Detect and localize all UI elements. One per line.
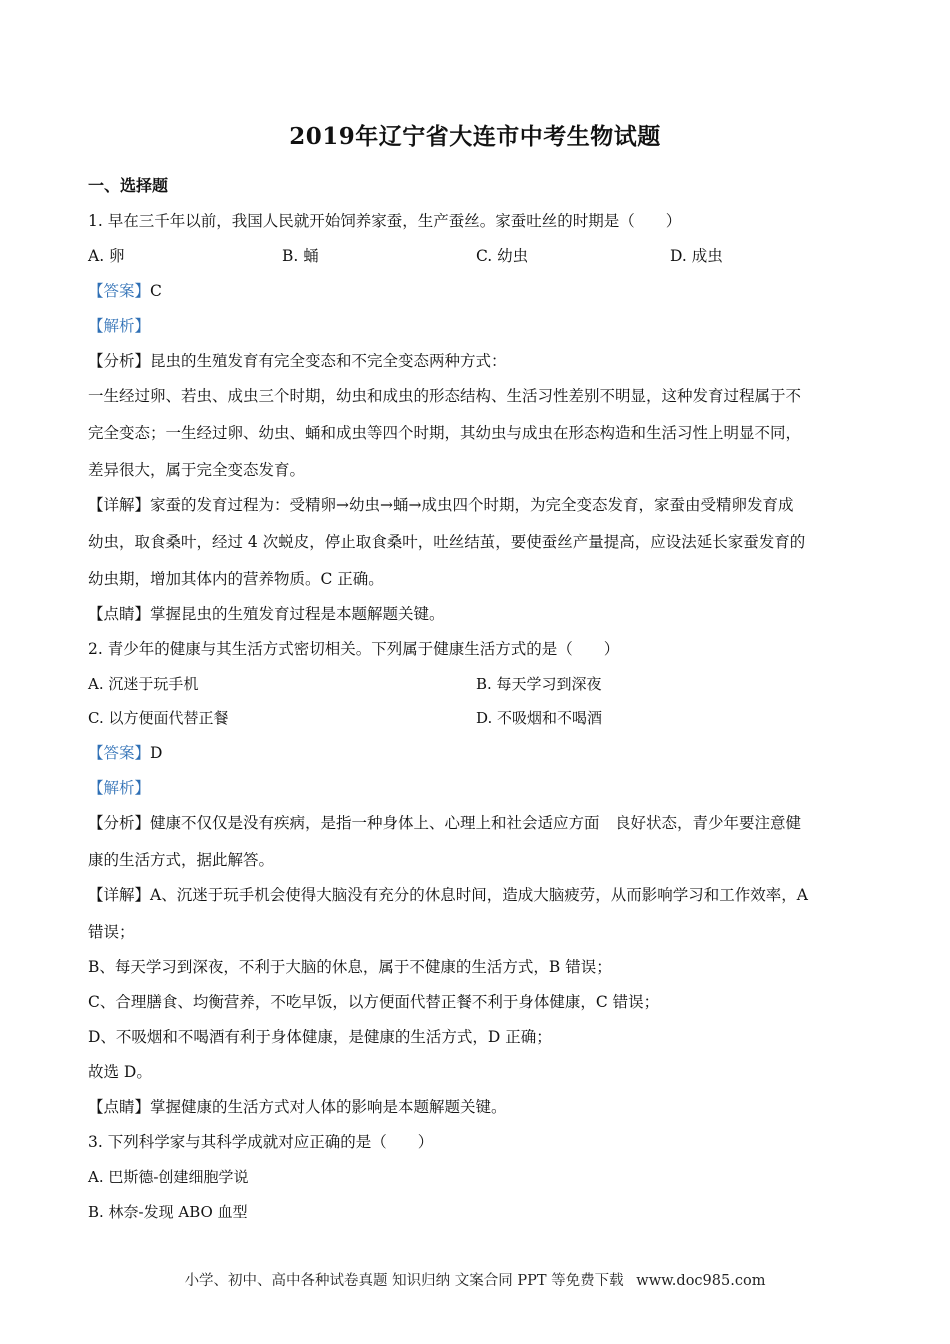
section-heading: 一、选择题 [88,176,169,195]
q1-answer [88,280,162,302]
q2-answer [88,742,162,764]
fenxi-text: 健康不仅仅是没有疾病，是指一种身体上、心理上和社会适应方面 良好状态，青少年要注意健 [150,814,802,832]
q1-xiangjie [88,494,793,516]
xiangjie-text: A、沉迷于玩手机会使得大脑没有充分的休息时间，造成大脑疲劳，从而影响学习和工作效率，A [150,886,808,904]
dianjing-text: 掌握健康的生活方式对人体的影响是本题解题关键。 [150,1098,507,1116]
q2-option-c: C. 以方便面代替正餐 [88,709,229,727]
q2-xiangjie-6: 故选 D。 [88,1063,152,1081]
q2-fenxi-2: 康的生活方式，据此解答。 [88,851,275,869]
q1-para-2: 完全变态；一生经过卵、幼虫、蛹和成虫等四个时期，其幼虫与成虫在形态构造和生活习性上明显不同， [88,424,802,442]
q2-option-a: A. 沉迷于玩手机 [88,675,199,693]
page-footer [0,1269,950,1290]
q3-option-b: B. 林奈-发现 ABO 血型 [88,1203,248,1221]
q1-fenxi [88,350,507,372]
q2-dianjing [88,1096,507,1118]
q1-xiangjie-2: 幼虫，取食桑叶，经过 4 次蜕皮，停止取食桑叶，吐丝结茧，要使蚕丝产量提高，应设法延长家蚕发育的 [88,533,806,551]
xiangjie-tag: 【详解】 [88,886,151,904]
q1-option-c: C. 幼虫 [476,247,529,265]
answer-value: D [150,744,163,762]
fenxi-tag: 【分析】 [88,352,151,370]
xiangjie-tag: 【详解】 [88,496,151,514]
dianjing-text: 掌握昆虫的生殖发育过程是本题解题关键。 [150,605,445,623]
q2-xiangjie-4: C、合理膳食、均衡营养，不吃早饭，以方便面代替正餐不利于身体健康，C 错误； [88,993,660,1011]
page-title: 2019年辽宁省大连市中考生物试题 [289,123,661,150]
q2-option-d: D. 不吸烟和不喝酒 [476,709,603,727]
q3-stem: 3. 下列科学家与其科学成就对应正确的是（ ） [88,1133,434,1151]
footer-text: 小学、初中、高中各种试卷真题 知识归纳 文案合同 PPT 等免费下载 [184,1273,624,1289]
q1-analysis-tag: 【解析】 [88,317,151,335]
q1-option-b: B. 蛹 [282,247,319,265]
q2-option-b: B. 每天学习到深夜 [476,675,602,693]
q2-xiangjie [88,884,808,906]
xiangjie-text: 家蚕的发育过程为：受精卵→幼虫→蛹→成虫四个时期，为完全变态发育，家蚕由受精卵发育成 [150,496,794,514]
q1-option-d: D. 成虫 [670,247,723,265]
q2-xiangjie-5: D、不吸烟和不喝酒有利于身体健康，是健康的生活方式，D 正确； [88,1028,552,1046]
answer-tag: 【答案】 [88,744,151,762]
q2-xiangjie-3: B、每天学习到深夜，不利于大脑的休息，属于不健康的生活方式，B 错误； [88,958,612,976]
dianjing-tag: 【点睛】 [88,1098,151,1116]
dianjing-tag: 【点睛】 [88,605,151,623]
q1-dianjing [88,603,445,625]
fenxi-text: 昆虫的生殖发育有完全变态和不完全变态两种方式： [150,352,507,370]
fenxi-tag: 【分析】 [88,814,151,832]
q2-analysis-tag: 【解析】 [88,779,151,797]
q1-stem: 1. 早在三千年以前，我国人民就开始饲养家蚕，生产蚕丝。家蚕吐丝的时期是（ ） [88,212,682,230]
q2-fenxi [88,812,801,834]
q1-para-1: 一生经过卵、若虫、成虫三个时期，幼虫和成虫的形态结构、生活习性差别不明显，这种发育过程属于不 [88,387,802,405]
answer-tag: 【答案】 [88,282,151,300]
q1-option-a: A. 卵 [88,247,125,265]
q1-xiangjie-3: 幼虫期，增加其体内的营养物质。C 正确。 [88,570,384,588]
q1-para-3: 差异很大，属于完全变态发育。 [88,461,306,479]
footer-link[interactable]: www.doc985.com [636,1273,766,1289]
q3-option-a: A. 巴斯德-创建细胞学说 [88,1168,249,1186]
q2-stem: 2. 青少年的健康与其生活方式密切相关。下列属于健康生活方式的是（ ） [88,640,620,658]
q2-xiangjie-2: 错误； [88,923,135,941]
answer-value: C [150,282,162,300]
